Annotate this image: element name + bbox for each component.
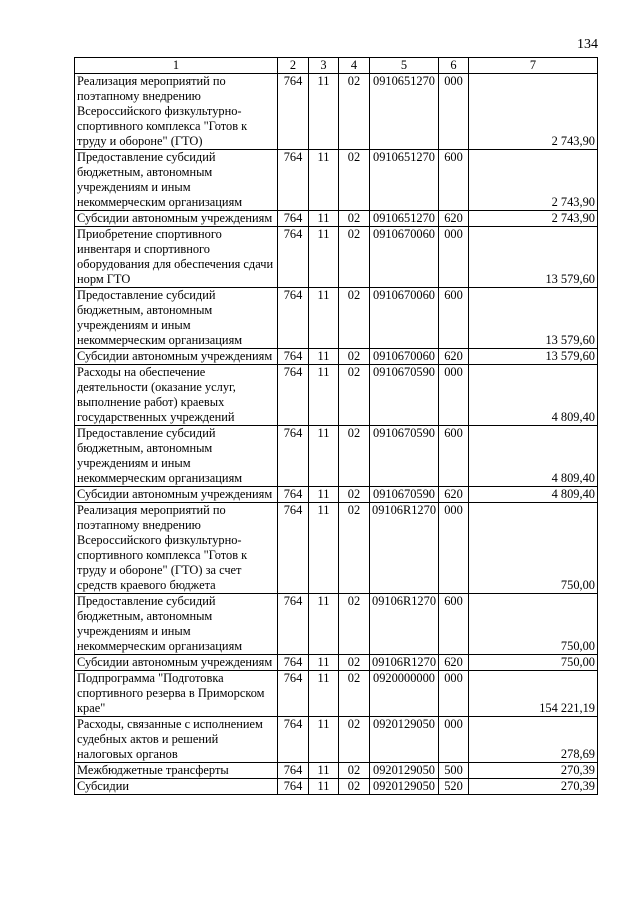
header-cell: 5 bbox=[370, 58, 439, 74]
row-code-cell: 764 bbox=[278, 671, 309, 717]
row-code-cell: 764 bbox=[278, 349, 309, 365]
table-row bbox=[75, 150, 598, 211]
row-subsection-cell: 02 bbox=[339, 365, 370, 426]
header-cell: 4 bbox=[339, 58, 370, 74]
row-target-cell: 0910670060 bbox=[370, 349, 439, 365]
table-row bbox=[75, 365, 598, 426]
row-code-cell: 764 bbox=[278, 655, 309, 671]
table-header-row bbox=[75, 58, 598, 74]
row-amount-cell: 13 579,60 bbox=[469, 227, 598, 288]
row-subsection-cell: 02 bbox=[339, 288, 370, 349]
page-number: 134 bbox=[577, 37, 598, 52]
row-amount-cell: 2 743,90 bbox=[469, 150, 598, 211]
row-code-cell: 764 bbox=[278, 365, 309, 426]
row-section-cell: 11 bbox=[309, 227, 339, 288]
row-code-cell: 764 bbox=[278, 288, 309, 349]
row-subsection-cell: 02 bbox=[339, 763, 370, 779]
row-code-cell: 764 bbox=[278, 594, 309, 655]
row-subsection-cell: 02 bbox=[339, 211, 370, 227]
row-type-cell: 620 bbox=[439, 349, 469, 365]
row-type-cell: 000 bbox=[439, 717, 469, 763]
row-amount-cell: 278,69 bbox=[469, 717, 598, 763]
table-row bbox=[75, 779, 598, 795]
row-section-cell: 11 bbox=[309, 717, 339, 763]
row-target-cell: 0910670060 bbox=[370, 227, 439, 288]
row-amount-cell: 750,00 bbox=[469, 655, 598, 671]
table-row bbox=[75, 671, 598, 717]
header-cell: 7 bbox=[469, 58, 598, 74]
row-name-cell: Реализация мероприятий по поэтапному внедрению Всероссийского физкультурно-спортивного комплекса "Готов к труду и обороне" (ГТО) за счет средств краевого бюджета bbox=[75, 503, 278, 594]
row-section-cell: 11 bbox=[309, 150, 339, 211]
row-type-cell: 520 bbox=[439, 779, 469, 795]
header-cell: 1 bbox=[75, 58, 278, 74]
row-subsection-cell: 02 bbox=[339, 74, 370, 150]
table-row bbox=[75, 763, 598, 779]
row-target-cell: 0910670590 bbox=[370, 487, 439, 503]
row-section-cell: 11 bbox=[309, 349, 339, 365]
row-amount-cell: 13 579,60 bbox=[469, 288, 598, 349]
row-subsection-cell: 02 bbox=[339, 349, 370, 365]
row-amount-cell: 4 809,40 bbox=[469, 365, 598, 426]
row-target-cell: 0910670590 bbox=[370, 365, 439, 426]
row-code-cell: 764 bbox=[278, 717, 309, 763]
row-name-cell: Субсидии автономным учреждениям bbox=[75, 349, 278, 365]
row-code-cell: 764 bbox=[278, 211, 309, 227]
row-type-cell: 000 bbox=[439, 74, 469, 150]
row-name-cell: Расходы, связанные с исполнением судебных актов и решений налоговых органов bbox=[75, 717, 278, 763]
row-type-cell: 600 bbox=[439, 426, 469, 487]
row-subsection-cell: 02 bbox=[339, 717, 370, 763]
row-type-cell: 500 bbox=[439, 763, 469, 779]
row-code-cell: 764 bbox=[278, 227, 309, 288]
row-code-cell: 764 bbox=[278, 503, 309, 594]
row-target-cell: 0910670590 bbox=[370, 426, 439, 487]
row-code-cell: 764 bbox=[278, 763, 309, 779]
row-target-cell: 0920000000 bbox=[370, 671, 439, 717]
row-subsection-cell: 02 bbox=[339, 227, 370, 288]
table-row bbox=[75, 211, 598, 227]
table-row bbox=[75, 487, 598, 503]
row-name-cell: Субсидии автономным учреждениям bbox=[75, 655, 278, 671]
row-name-cell: Субсидии автономным учреждениям bbox=[75, 211, 278, 227]
row-type-cell: 600 bbox=[439, 594, 469, 655]
row-amount-cell: 2 743,90 bbox=[469, 211, 598, 227]
row-type-cell: 000 bbox=[439, 365, 469, 426]
row-name-cell: Субсидии bbox=[75, 779, 278, 795]
row-type-cell: 600 bbox=[439, 288, 469, 349]
row-amount-cell: 270,39 bbox=[469, 779, 598, 795]
row-code-cell: 764 bbox=[278, 74, 309, 150]
row-amount-cell: 4 809,40 bbox=[469, 426, 598, 487]
row-code-cell: 764 bbox=[278, 150, 309, 211]
row-section-cell: 11 bbox=[309, 487, 339, 503]
row-name-cell: Предоставление субсидий бюджетным, автономным учреждениям и иным некоммерческим организациям bbox=[75, 150, 278, 211]
row-section-cell: 11 bbox=[309, 211, 339, 227]
row-section-cell: 11 bbox=[309, 779, 339, 795]
row-code-cell: 764 bbox=[278, 426, 309, 487]
row-section-cell: 11 bbox=[309, 671, 339, 717]
table-row bbox=[75, 503, 598, 594]
row-code-cell: 764 bbox=[278, 487, 309, 503]
row-name-cell: Предоставление субсидий бюджетным, автономным учреждениям и иным некоммерческим организациям bbox=[75, 594, 278, 655]
row-type-cell: 620 bbox=[439, 211, 469, 227]
table-row bbox=[75, 594, 598, 655]
row-subsection-cell: 02 bbox=[339, 671, 370, 717]
row-target-cell: 0910651270 bbox=[370, 74, 439, 150]
row-code-cell: 764 bbox=[278, 779, 309, 795]
row-subsection-cell: 02 bbox=[339, 655, 370, 671]
table-row bbox=[75, 717, 598, 763]
row-section-cell: 11 bbox=[309, 594, 339, 655]
table-row bbox=[75, 655, 598, 671]
row-subsection-cell: 02 bbox=[339, 503, 370, 594]
table-row bbox=[75, 349, 598, 365]
row-target-cell: 09106R1270 bbox=[370, 594, 439, 655]
row-name-cell: Реализация мероприятий по поэтапному внедрению Всероссийского физкультурно-спортивного комплекса "Готов к труду и обороне" (ГТО) bbox=[75, 74, 278, 150]
header-cell: 2 bbox=[278, 58, 309, 74]
row-amount-cell: 4 809,40 bbox=[469, 487, 598, 503]
row-subsection-cell: 02 bbox=[339, 426, 370, 487]
row-section-cell: 11 bbox=[309, 655, 339, 671]
row-type-cell: 620 bbox=[439, 655, 469, 671]
row-name-cell: Расходы на обеспечение деятельности (оказание услуг, выполнение работ) краевых государственных учреждений bbox=[75, 365, 278, 426]
row-type-cell: 000 bbox=[439, 671, 469, 717]
table-row bbox=[75, 227, 598, 288]
header-cell: 3 bbox=[309, 58, 339, 74]
table-row bbox=[75, 74, 598, 150]
table-row bbox=[75, 288, 598, 349]
row-subsection-cell: 02 bbox=[339, 779, 370, 795]
row-name-cell: Предоставление субсидий бюджетным, автономным учреждениям и иным некоммерческим организациям bbox=[75, 288, 278, 349]
row-target-cell: 0910670060 bbox=[370, 288, 439, 349]
row-section-cell: 11 bbox=[309, 503, 339, 594]
row-section-cell: 11 bbox=[309, 426, 339, 487]
row-type-cell: 600 bbox=[439, 150, 469, 211]
row-amount-cell: 154 221,19 bbox=[469, 671, 598, 717]
row-type-cell: 000 bbox=[439, 227, 469, 288]
row-target-cell: 09106R1270 bbox=[370, 655, 439, 671]
row-subsection-cell: 02 bbox=[339, 487, 370, 503]
row-name-cell: Субсидии автономным учреждениям bbox=[75, 487, 278, 503]
budget-table bbox=[74, 57, 598, 795]
row-subsection-cell: 02 bbox=[339, 150, 370, 211]
row-amount-cell: 2 743,90 bbox=[469, 74, 598, 150]
row-amount-cell: 750,00 bbox=[469, 503, 598, 594]
row-target-cell: 0920129050 bbox=[370, 717, 439, 763]
row-target-cell: 0920129050 bbox=[370, 763, 439, 779]
row-amount-cell: 270,39 bbox=[469, 763, 598, 779]
table-row bbox=[75, 426, 598, 487]
row-name-cell: Межбюджетные трансферты bbox=[75, 763, 278, 779]
row-subsection-cell: 02 bbox=[339, 594, 370, 655]
row-name-cell: Предоставление субсидий бюджетным, автономным учреждениям и иным некоммерческим организациям bbox=[75, 426, 278, 487]
row-section-cell: 11 bbox=[309, 74, 339, 150]
header-cell: 6 bbox=[439, 58, 469, 74]
row-target-cell: 0910651270 bbox=[370, 211, 439, 227]
row-target-cell: 09106R1270 bbox=[370, 503, 439, 594]
row-type-cell: 000 bbox=[439, 503, 469, 594]
row-name-cell: Приобретение спортивного инвентаря и спортивного оборудования для обеспечения сдачи норм ГТО bbox=[75, 227, 278, 288]
row-target-cell: 0920129050 bbox=[370, 779, 439, 795]
row-section-cell: 11 bbox=[309, 365, 339, 426]
row-type-cell: 620 bbox=[439, 487, 469, 503]
row-amount-cell: 13 579,60 bbox=[469, 349, 598, 365]
row-section-cell: 11 bbox=[309, 763, 339, 779]
row-name-cell: Подпрограмма "Подготовка спортивного резерва в Приморском крае" bbox=[75, 671, 278, 717]
row-amount-cell: 750,00 bbox=[469, 594, 598, 655]
row-section-cell: 11 bbox=[309, 288, 339, 349]
row-target-cell: 0910651270 bbox=[370, 150, 439, 211]
